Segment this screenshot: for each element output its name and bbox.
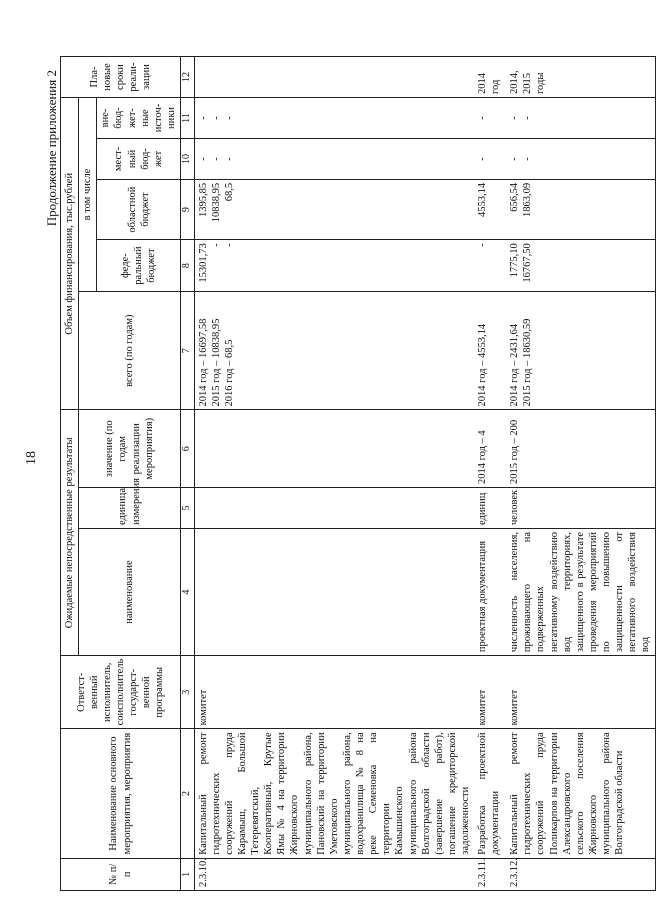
local-line: -	[522, 157, 534, 161]
row-name: Капитальный ремонт гидротехнических сооружений пруда Поликарпов на территории Александровского сельского поселения Жирновского муниципального района Волгоградской области	[506, 729, 655, 858]
column-index: 2	[181, 729, 195, 858]
header-results-group: Ожидаемые непосредственные результаты	[61, 410, 79, 656]
header-finance-group: Объем финансирования, тыс.рублей	[61, 98, 79, 410]
row-result-name: проектная документация	[474, 528, 506, 655]
column-index: 9	[181, 179, 195, 239]
header-fin-fed: феде- ральный бюджет	[97, 240, 181, 292]
row-result-unit: единиц	[474, 488, 506, 529]
total-line: 2016 год – 68,5	[223, 339, 235, 407]
header-fin-incl: в том числе	[79, 98, 97, 292]
row-result-unit	[194, 488, 474, 529]
table-row	[506, 57, 655, 891]
extra-line: -	[223, 116, 235, 120]
row-executor: комитет	[506, 656, 655, 729]
row-extra	[474, 98, 506, 139]
row-regional	[506, 179, 655, 239]
column-index: 6	[181, 410, 195, 488]
row-total	[194, 291, 474, 410]
federal-line: 15301,73	[197, 243, 209, 283]
extra-line: -	[197, 116, 209, 120]
regional-line: 68,5	[223, 182, 235, 202]
row-result-value	[194, 410, 474, 488]
header-executor: Ответст- венный исполнитель, соисполнитель государст- венной программы	[61, 656, 181, 729]
header-res-unit: единица измерения	[79, 488, 181, 529]
row-num: 2.3.10.	[194, 858, 474, 890]
local-line: -	[197, 157, 209, 161]
row-num: 2.3.12.	[506, 858, 655, 890]
header-fin-reg: областной бюджет	[97, 179, 181, 239]
local-line: -	[223, 157, 235, 161]
header-fin-total: всего (по годам)	[79, 291, 181, 410]
row-period: 2014, 2015 годы	[506, 57, 655, 98]
total-line: 2015 год – 18630,59	[522, 318, 534, 407]
column-index: 12	[181, 57, 195, 98]
column-index: 11	[181, 98, 195, 139]
local-line: -	[210, 157, 222, 161]
table-row	[474, 57, 506, 891]
header-num: № п/п	[61, 858, 181, 890]
row-result-name: численность населения, проживающего на подверженных негативному воздействию вод территориях, защищенного в результате проведения мероприятий по повышению защищенности от негативного воздействия вод	[506, 528, 655, 655]
total-line: 2014 год – 4553,14	[477, 323, 489, 407]
row-local	[474, 138, 506, 179]
row-num: 2.3.11.	[474, 858, 506, 890]
row-regional	[194, 179, 474, 239]
total-line: 2015 год – 10838,95	[210, 318, 222, 407]
local-line: -	[477, 157, 489, 161]
row-federal	[194, 240, 474, 292]
row-local	[194, 138, 474, 179]
column-index: 4	[181, 528, 195, 655]
extra-line: -	[210, 116, 222, 120]
header-name: Наименование основного мероприятия, мероприятия	[61, 729, 181, 858]
federal-line: -	[223, 243, 235, 247]
row-executor: комитет	[194, 656, 474, 729]
header-fin-extra: вне- бюд- жет- ные источ- ники	[97, 98, 181, 139]
column-index: 3	[181, 656, 195, 729]
row-federal	[506, 240, 655, 292]
table-row	[194, 57, 474, 891]
row-result-value: 2014 год – 4	[474, 410, 506, 488]
row-total	[474, 291, 506, 410]
regional-line: 10838,95	[210, 182, 222, 223]
row-executor: комитет	[474, 656, 506, 729]
column-index: 7	[181, 291, 195, 410]
regional-line: 1863,09	[522, 182, 534, 218]
column-index: 8	[181, 240, 195, 292]
regional-line: 1395,85	[197, 182, 209, 218]
row-local	[506, 138, 655, 179]
row-period: 2014 год	[474, 57, 506, 98]
page-number: 18	[24, 451, 39, 465]
row-name: Капитальный ремонт гидротехнических сооружений пруда Карамыш, Большой Тетеревятский, Кооперативный, Крутые Ямы № 4 на территории Жирновского муниципального района, Пановский на территории Уметовского муниципального района, водохранилища № 8 на реке Семеновка на территории Камышинского муниципального района Волгоградской области (завершение работ), погашение кредиторской задолженности	[194, 729, 474, 858]
extra-line: -	[522, 116, 534, 120]
column-index: 5	[181, 488, 195, 529]
row-total	[506, 291, 655, 410]
regional-line: 4553,14	[477, 182, 489, 218]
header-res-value: значение (по годам реализации мероприятия)	[79, 410, 181, 488]
federal-line: -	[210, 243, 222, 247]
total-line: 2014 год – 2431,64	[509, 323, 521, 407]
extra-line: -	[509, 116, 521, 120]
local-line: -	[509, 157, 521, 161]
row-result-unit: человек	[506, 488, 655, 529]
header-res-name: наименование	[79, 528, 181, 655]
row-period	[194, 57, 474, 98]
header-period: Пла- новые сроки реали- зации	[61, 57, 181, 98]
row-federal	[474, 240, 506, 292]
row-result-name	[194, 528, 474, 655]
column-index: 1	[181, 858, 195, 890]
header-fin-local: мест- ный бюд- жет	[97, 138, 181, 179]
row-result-value: 2015 год – 200	[506, 410, 655, 488]
federal-line: -	[477, 243, 489, 247]
total-line: 2014 год – 16697,58	[197, 318, 209, 407]
continuation-title: Продолжение приложения 2	[44, 70, 59, 227]
row-extra	[194, 98, 474, 139]
extra-line: -	[477, 116, 489, 120]
federal-line: 16767,50	[522, 243, 534, 283]
federal-line: 1775,10	[509, 243, 521, 278]
row-extra	[506, 98, 655, 139]
row-regional	[474, 179, 506, 239]
column-index: 10	[181, 138, 195, 179]
program-table	[60, 56, 656, 891]
regional-line: 656,54	[509, 182, 521, 212]
row-name: Разработка проектной документации	[474, 729, 506, 858]
